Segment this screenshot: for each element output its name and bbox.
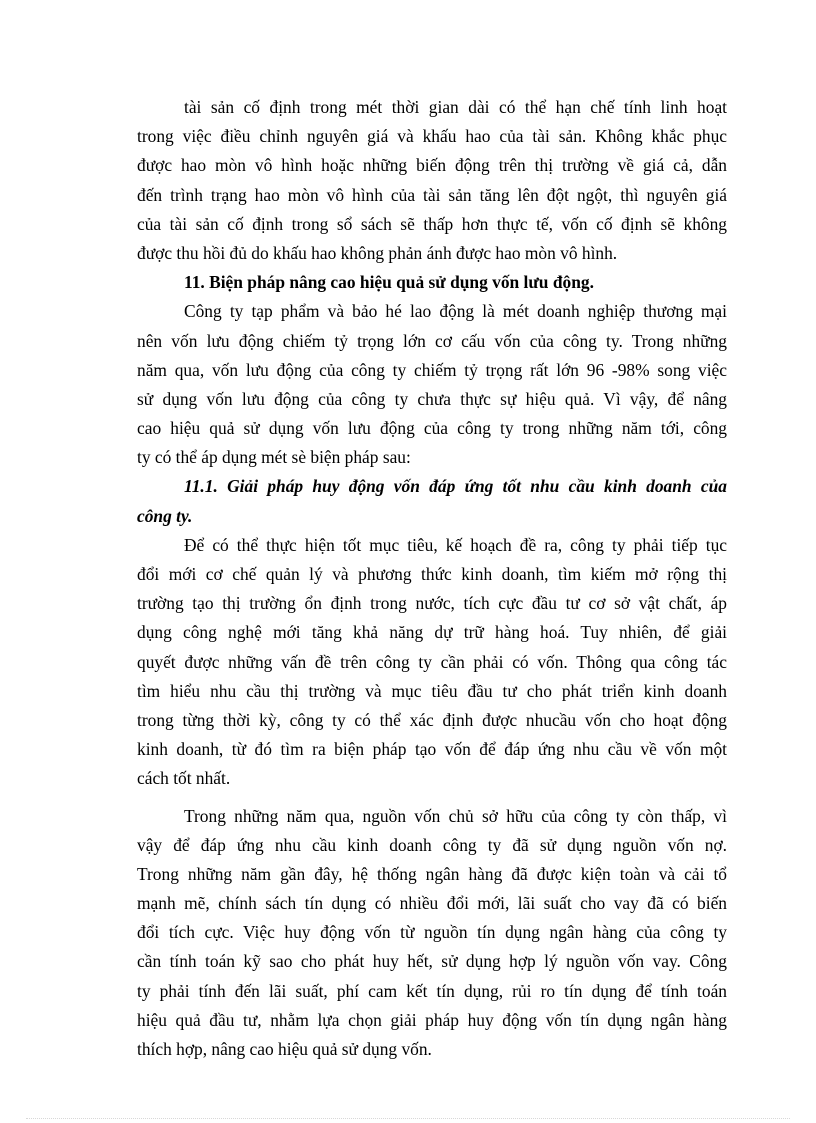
text-line: cách tốt nhất. [137, 768, 231, 789]
paragraph-2 [137, 297, 727, 472]
paragraph-1 [137, 93, 727, 268]
section-heading: 11. Biện pháp nâng cao hiệu quả sử dụng vốn lưu động. [184, 272, 594, 293]
text-line: Để có thể thực hiện tốt mục tiêu, kế hoạch đề ra, công ty phải tiếp tục [184, 534, 727, 555]
text-line: thích hợp, nâng cao hiệu quả sử dụng vốn. [137, 1039, 432, 1059]
text-line: nên vốn lưu động chiếm tỷ trọng lớn cơ cấu vốn của công ty. Trong những [137, 330, 727, 351]
text-line: cần tính toán kỹ sao cho phát huy hết, sử dụng hợp lý nguồn vốn vay. Công [137, 951, 727, 972]
text-line: trong từng thời kỳ, công ty có thể xác định được nhucầu vốn cho hoạt động [137, 709, 727, 730]
text-line: đổi tích cực. Việc huy động vốn từ nguồn tín dụng ngân hàng của công ty [137, 922, 727, 943]
paragraph-3 [137, 531, 727, 794]
text-line: trong việc điều chỉnh nguyên giá và khấu hao của tài sản. Không khắc phục [137, 126, 727, 147]
text-line: hiệu quả đầu tư, nhằm lựa chọn giải pháp huy động vốn tín dụng ngân hàng [137, 1009, 727, 1030]
text-line: sử dụng vốn lưu động của công ty chưa thực sự hiệu quả. Vì vậy, để nâng [137, 388, 727, 409]
text-line: được thu hồi đủ do khấu hao không phản ánh được hao mòn vô hình. [137, 242, 618, 263]
text-line: Công ty tạp phẩm và bảo hé lao động là mét doanh nghiệp thương mại [184, 301, 727, 322]
text-line: trường tạo thị trường ổn định trong nước, tích cực đầu tư cơ sở vật chất, áp [137, 593, 727, 614]
text-line: năm qua, vốn lưu động của công ty chiếm tỷ trọng rất lớn 96 -98% song việc [137, 359, 727, 380]
text-line: ty có thể áp dụng mét sè biện pháp sau: [137, 447, 411, 468]
text-line: tìm hiểu nhu cầu thị trường và mục tiêu đầu tư cho phát triển kinh doanh [137, 680, 727, 701]
text-line: của tài sản cố định trong sổ sách sẽ thấp hơn thực tế, vốn cố định sẽ không [137, 213, 727, 234]
text-line: dụng công nghệ mới tăng khả năng dự trữ hàng hoá. Tuy nhiên, để giải [137, 622, 727, 643]
text-line: tài sản cố định trong mét thời gian dài có thể hạn chế tính linh hoạt [184, 97, 727, 117]
text-line: vậy để đáp ứng nhu cầu kinh doanh công ty đã sử dụng nguồn vốn nợ. [137, 834, 727, 855]
subheading-line: 11.1. Giải pháp huy động vốn đáp ứng tốt nhu cầu kinh doanh của [184, 476, 727, 497]
text-line: ty phải tính đến lãi suất, phí cam kết tín dụng, rủi ro tín dụng để tính toán [137, 980, 727, 1001]
paragraph-4 [137, 802, 727, 1065]
document-page [137, 93, 727, 1064]
text-line: đổi mới cơ chế quản lý và phương thức kinh doanh, tìm kiếm mở rộng thị [137, 564, 727, 584]
text-line: được hao mòn vô hình hoặc những biến động trên thị trường về giá cả, dẫn [137, 155, 727, 176]
subsection-heading [137, 472, 727, 530]
text-line: Trong những năm gần đây, hệ thống ngân hàng đã được kiện toàn và cải tổ [137, 863, 727, 884]
subheading-line: công ty. [137, 505, 193, 526]
page-bottom-divider [26, 1118, 790, 1119]
text-line: kinh doanh, từ đó tìm ra biện pháp tạo vốn để đáp ứng nhu cầu về vốn một [137, 739, 727, 760]
text-line: quyết được những vấn đề trên công ty cần phải có vốn. Thông qua công tác [137, 651, 727, 672]
text-line: mạnh mẽ, chính sách tín dụng có nhiều đổi mới, lãi suất cho vay đã có biến [137, 893, 727, 914]
text-line: cao hiệu quả sử dụng vốn lưu động của công ty trong những năm tới, công [137, 418, 727, 439]
text-line: Trong những năm qua, nguồn vốn chủ sở hữu của công ty còn thấp, vì [184, 805, 727, 826]
text-line: đến trình trạng hao mòn vô hình của tài sản tăng lên đột ngột, thì nguyên giá [137, 184, 727, 205]
